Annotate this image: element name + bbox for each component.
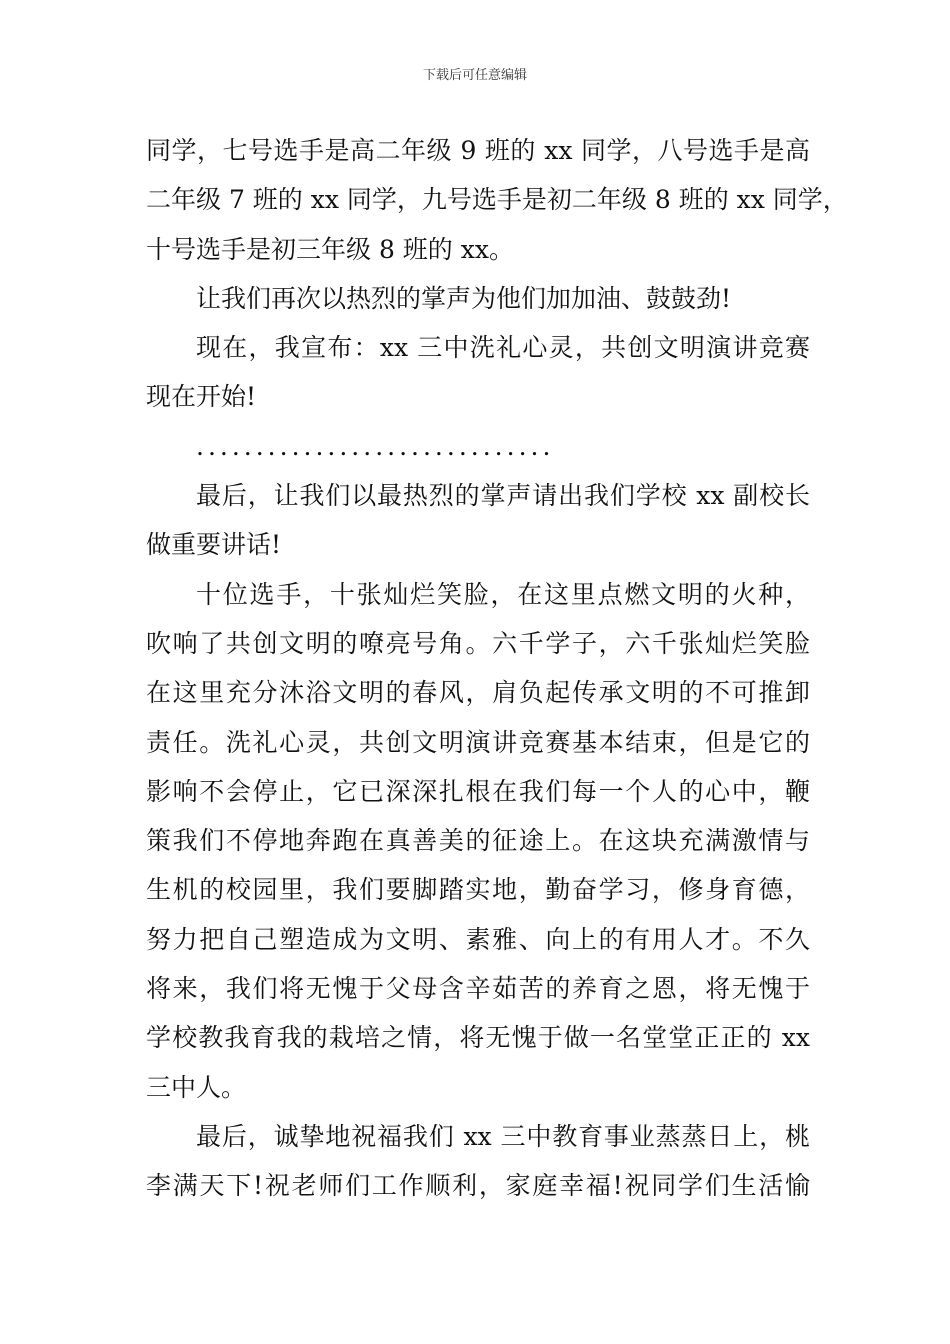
text-line: 生机的校园里，我们要脚踏实地，勤奋学习，修身育德， xyxy=(146,875,810,905)
text-line: 让我们再次以热烈的掌声为他们加加油、鼓鼓劲! xyxy=(196,283,732,313)
text-line: 现在开始! xyxy=(146,382,257,412)
text-line: 最后，诚挚地祝福我们 xx 三中教育事业蒸蒸日上，桃 xyxy=(196,1121,810,1151)
text-line: 将来，我们将无愧于父母含辛茹苦的养育之恩，将无愧于 xyxy=(146,974,810,1004)
ellipsis-separator: .............................. xyxy=(196,431,555,461)
text-line: 二年级 7 班的 xx 同学，九号选手是初二年级 8 班的 xx 同学， xyxy=(146,185,848,215)
text-line: 努力把自己塑造成为文明、素雅、向上的有用人才。不久 xyxy=(146,924,810,954)
page-header: 下载后可任意编辑 xyxy=(422,68,527,83)
text-line: 最后，让我们以最热烈的掌声请出我们学校 xx 副校长 xyxy=(196,481,810,511)
document-body xyxy=(146,126,848,1211)
text-line: 吹响了共创文明的嘹亮号角。六千学子，六千张灿烂笑脸 xyxy=(146,628,810,658)
text-line: 李满天下!祝老师们工作顺利，家庭幸福!祝同学们生活愉 xyxy=(146,1171,810,1201)
text-line: 影响不会停止，它已深深扎根在我们每一个人的心中，鞭 xyxy=(146,776,810,806)
text-line: 策我们不停地奔跑在真善美的征途上。在这块充满激情与 xyxy=(146,826,810,856)
text-line: 责任。洗礼心灵，共创文明演讲竞赛基本结束，但是它的 xyxy=(146,727,810,757)
text-line: 在这里充分沐浴文明的春风，肩负起传承文明的不可推卸 xyxy=(146,678,810,708)
text-line: 十位选手，十张灿烂笑脸，在这里点燃文明的火种， xyxy=(196,579,810,609)
text-line: 同学，七号选手是高二年级 9 班的 xx 同学，八号选手是高 xyxy=(146,136,810,165)
text-line: 做重要讲话! xyxy=(146,530,282,560)
text-line: 现在，我宣布：xx 三中洗礼心灵，共创文明演讲竞赛 xyxy=(196,333,810,363)
text-line: 十号选手是初三年级 8 班的 xx。 xyxy=(146,234,514,264)
text-line: 学校教我育我的栽培之情，将无愧于做一名堂堂正正的 xx xyxy=(146,1023,810,1053)
text-line: 三中人。 xyxy=(146,1072,247,1102)
